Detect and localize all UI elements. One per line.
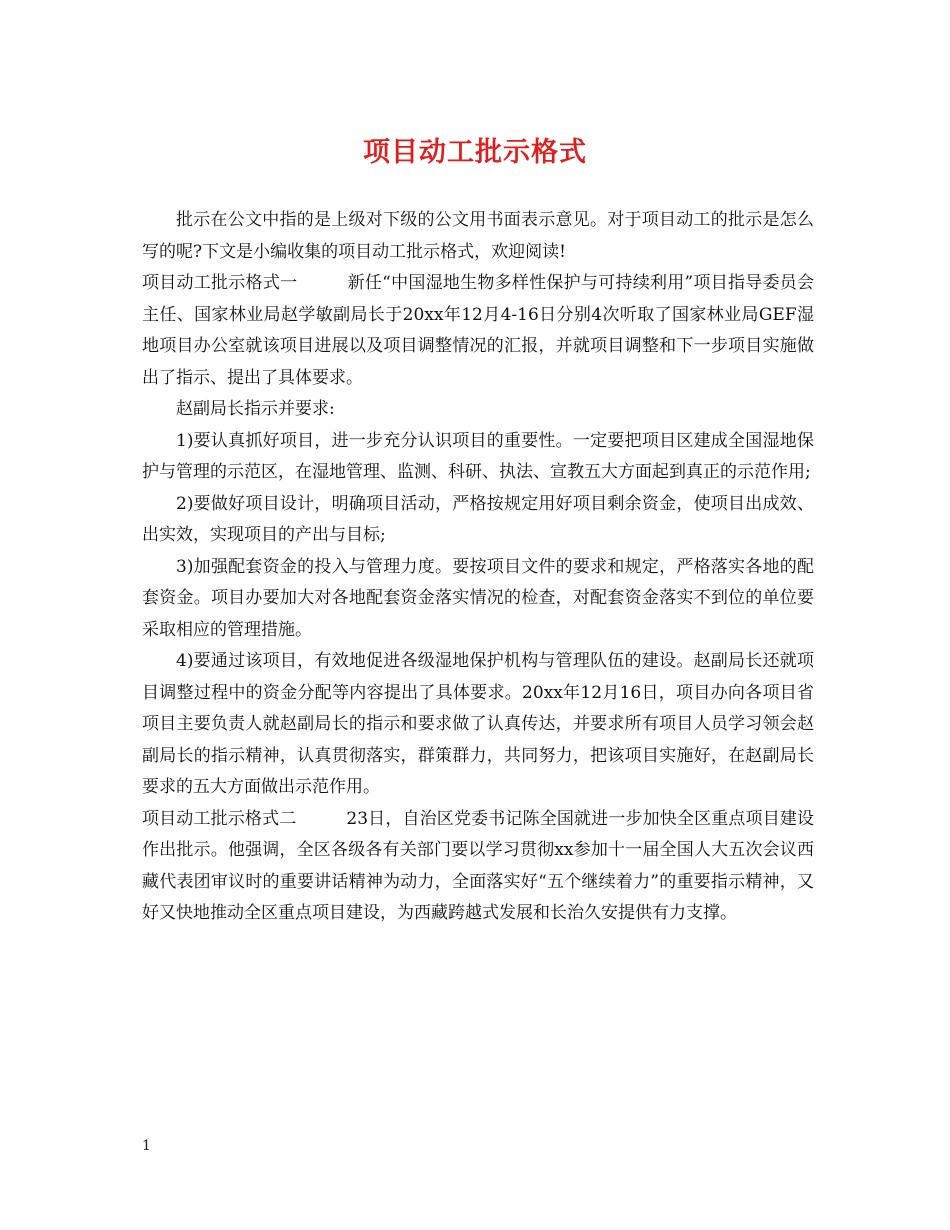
- intro-paragraph: 批示在公文中指的是上级对下级的公文用书面表示意见。对于项目动工的批示是怎么写的呢?下文是小编收集的项目动工批示格式，欢迎阅读!: [142, 210, 814, 262]
- section-one-text: 新任“中国湿地生物多样性保护与可持续利用”项目指导委员会主任、国家林业局赵学敏副局长于20xx年12月4-16日分别4次听取了国家林业局GEF湿地项目办公室就该项目进展以及项目调整情况的汇报，并就项目调整和下一步项目实施做出了指示、提出了具体要求。: [142, 273, 814, 388]
- list-item: 2)要做好项目设计，明确项目活动，严格按规定用好项目剩余资金，使项目出成效、出实效，实现项目的产出与目标;: [142, 493, 814, 545]
- section-two-text: 23日，自治区党委书记陈全国就进一步加快全区重点项目建设作出批示。他强调，全区各级各有关部门要以学习贯彻xx参加十一届全国人大五次会议西藏代表团审议时的重要讲话精神为动力，全面落实好“五个继续着力”的重要指示精神，又好又快地推动全区重点项目建设，为西藏跨越式发展和长治久安提供有力支撑。: [142, 808, 815, 923]
- section-two-paragraph: [142, 804, 814, 930]
- section-two-label: 项目动工批示格式二: [142, 808, 297, 829]
- list-item: 3)加强配套资金的投入与管理力度。要按项目文件的要求和规定，严格落实各地的配套资金。项目办要加大对各地配套资金落实情况的检查，对配套资金落实不到位的单位要采取相应的管理措施。: [142, 556, 814, 640]
- document-body: [142, 205, 814, 930]
- subheading: 赵副局长指示并要求:: [176, 399, 335, 419]
- section-one-paragraph: [142, 268, 814, 394]
- section-one-label: 项目动工批示格式一: [142, 273, 298, 293]
- page-title: 项目动工批示格式: [363, 137, 587, 168]
- list-item: 1)要认真抓好项目，进一步充分认识项目的重要性。一定要把项目区建成全国湿地保护与管理的示范区，在湿地管理、监测、科研、执法、宣教五大方面起到真正的示范作用;: [142, 430, 814, 482]
- list-item: 4)要通过该项目，有效地促进各级湿地保护机构与管理队伍的建设。赵副局长还就项目调整过程中的资金分配等内容提出了具体要求。20xx年12月16日，项目办向各项目省项目主要负责人就赵副局长的指示和要求做了认真传达，并要求所有项目人员学习领会赵副局长的指示精神，认真贯彻落实，群策群力，共同努力，把该项目实施好，在赵副局长要求的五大方面做出示范作用。: [142, 651, 814, 797]
- page-number: 1: [142, 1138, 151, 1154]
